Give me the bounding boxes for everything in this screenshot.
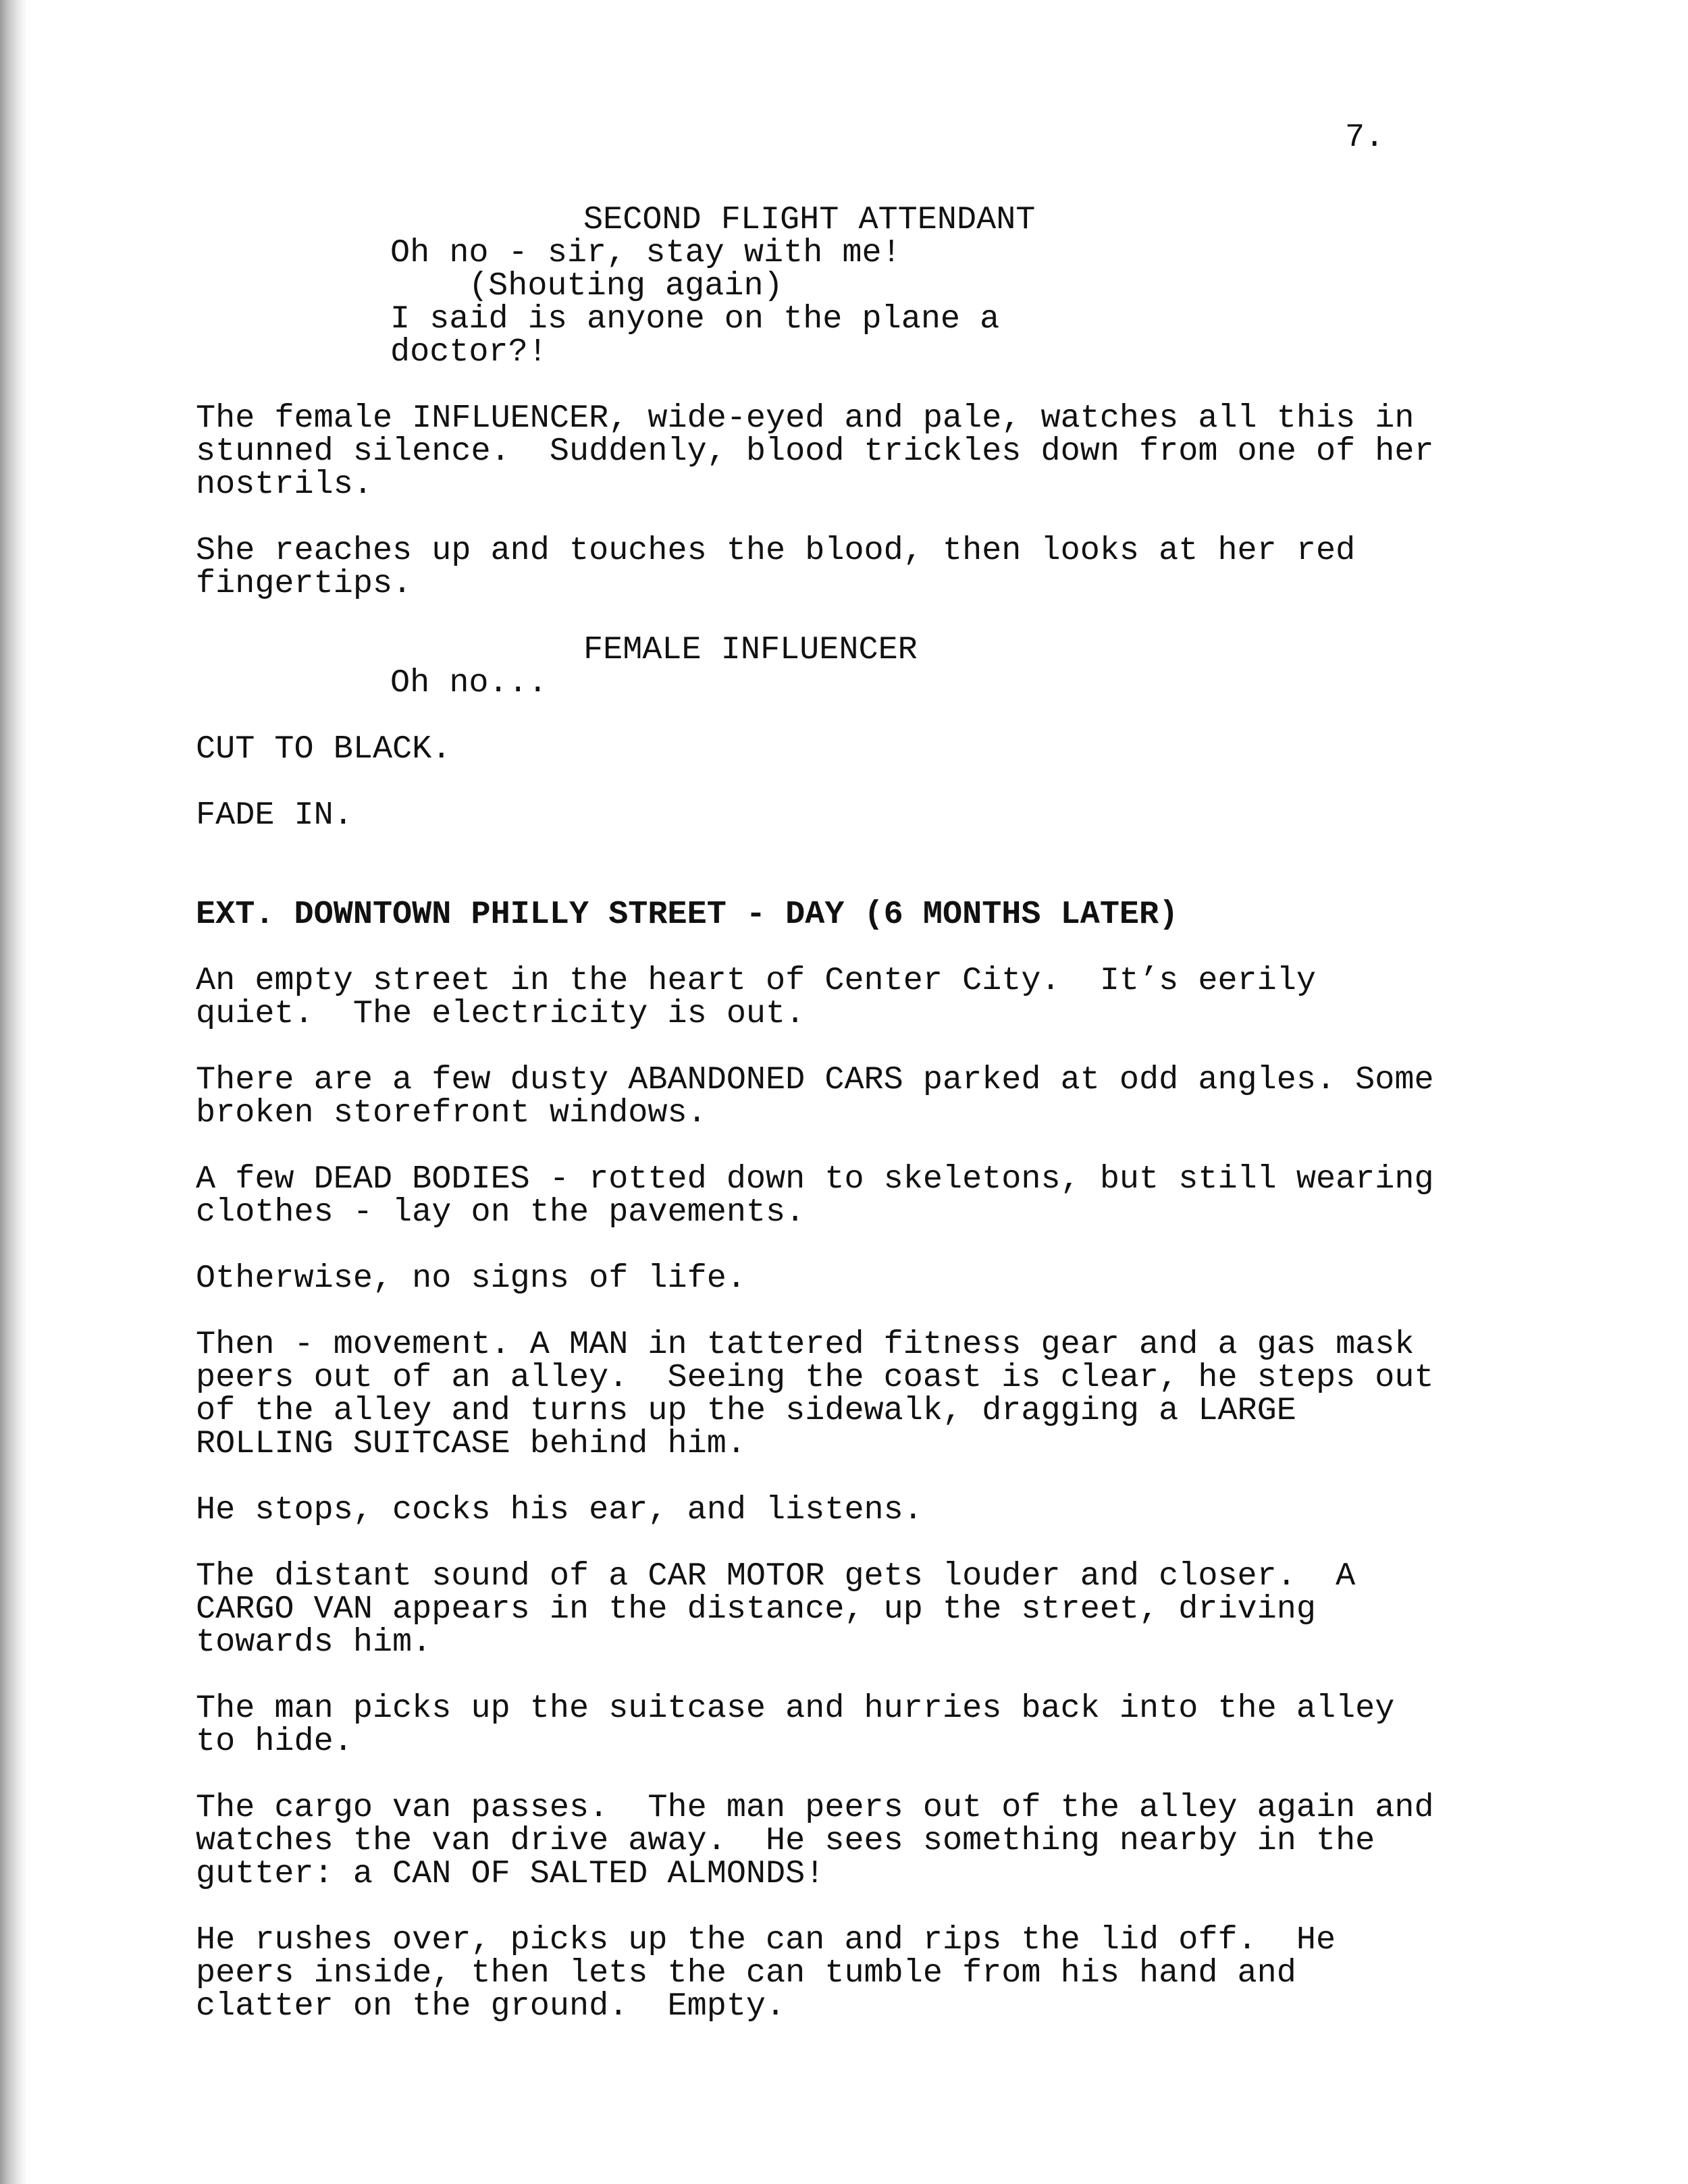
character-name: SECOND FLIGHT ATTENDANT — [583, 201, 1036, 238]
character-name: FEMALE INFLUENCER — [583, 631, 918, 668]
transition: FADE IN. — [196, 797, 353, 834]
action-line: broken storefront windows. — [196, 1094, 707, 1131]
action-line: stunned silence. Suddenly, blood trickles down from one of her — [196, 433, 1434, 470]
transition: CUT TO BLACK. — [196, 730, 452, 768]
parenthetical: (Shouting again) — [469, 267, 783, 304]
dialogue-line: doctor?! — [390, 334, 548, 371]
dialogue-line: Oh no - sir, stay with me! — [390, 234, 901, 271]
page-number: 7. — [1345, 119, 1385, 156]
action-line: Otherwise, no signs of life. — [196, 1260, 746, 1297]
action-line: He stops, cocks his ear, and listens. — [196, 1491, 923, 1528]
scene-heading: EXT. DOWNTOWN PHILLY STREET - DAY (6 MONTHS LATER) — [196, 896, 1179, 933]
action-line: to hide. — [196, 1723, 353, 1760]
action-line: She reaches up and touches the blood, then looks at her red — [196, 532, 1356, 569]
action-line: clothes - lay on the pavements. — [196, 1194, 806, 1231]
action-line: peers inside, then lets the can tumble from his hand and — [196, 1954, 1296, 1992]
action-line: The man picks up the suitcase and hurries back into the alley — [196, 1690, 1395, 1727]
action-line: CARGO VAN appears in the distance, up the street, driving — [196, 1591, 1316, 1628]
action-line: gutter: a CAN OF SALTED ALMONDS! — [196, 1855, 825, 1892]
dialogue-line: Oh no... — [390, 664, 548, 701]
action-line: quiet. The electricity is out. — [196, 995, 806, 1032]
action-line: towards him. — [196, 1624, 432, 1661]
action-line: nostrils. — [196, 466, 373, 503]
dialogue-line: I said is anyone on the plane a — [390, 300, 1000, 338]
action-line: watches the van drive away. He sees something nearby in the — [196, 1822, 1375, 1859]
action-line: ROLLING SUITCASE behind him. — [196, 1425, 746, 1462]
action-line: The cargo van passes. The man peers out of the alley again and — [196, 1789, 1434, 1826]
action-line: fingertips. — [196, 565, 413, 602]
action-line: The female INFLUENCER, wide-eyed and pale, watches all this in — [196, 400, 1415, 437]
action-line: There are a few dusty ABANDONED CARS parked at odd angles. Some — [196, 1061, 1434, 1098]
action-line: He rushes over, picks up the can and rips the lid off. He — [196, 1921, 1336, 1959]
action-line: of the alley and turns up the sidewalk, dragging a LARGE — [196, 1392, 1296, 1429]
action-line: peers out of an alley. Seeing the coast is clear, he steps out — [196, 1359, 1434, 1396]
action-line: An empty street in the heart of Center City. It’s eerily — [196, 962, 1316, 999]
action-line: A few DEAD BODIES - rotted down to skeletons, but still wearing — [196, 1161, 1434, 1198]
action-line: Then - movement. A MAN in tattered fitness gear and a gas mask — [196, 1326, 1415, 1363]
action-line: clatter on the ground. Empty. — [196, 1988, 786, 2025]
action-line: The distant sound of a CAR MOTOR gets louder and closer. A — [196, 1557, 1356, 1595]
